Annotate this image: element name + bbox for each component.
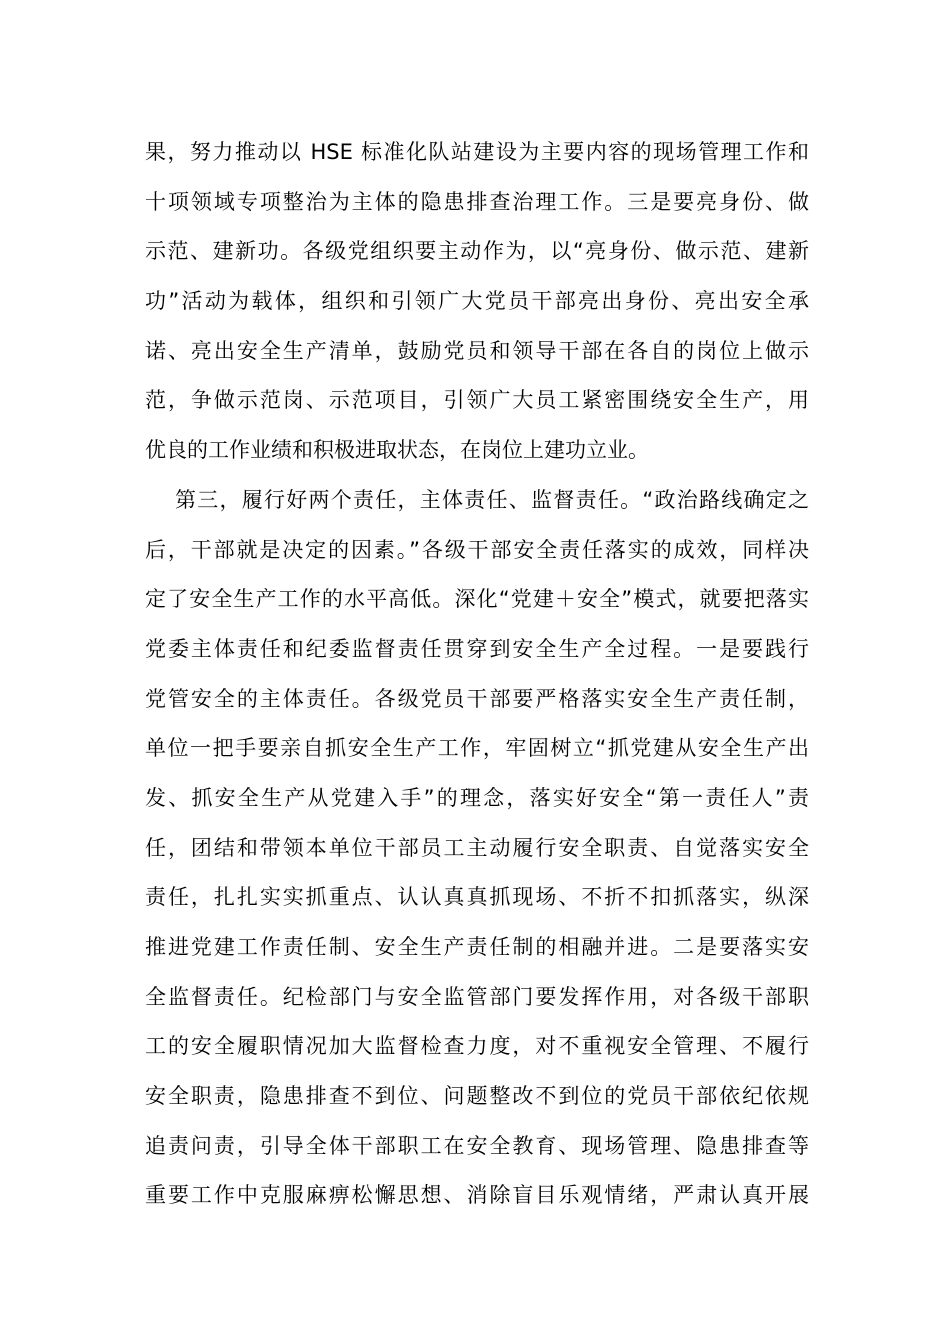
text-line: 党管安全的主体责任。各级党员干部要严格落实安全生产责任制， bbox=[145, 686, 809, 711]
text-line: 发、抓安全生产从党建入手”的理念，落实好安全“第一责任人”责 bbox=[145, 785, 809, 810]
text-line: 推进党建工作责任制、安全生产责任制的相融并进。二是要落实安 bbox=[145, 935, 809, 959]
text-line: 安全职责，隐患排查不到位、问题整改不到位的党员干部依纪依规 bbox=[145, 1084, 809, 1109]
text-line: 优良的工作业绩和积极进取状态，在岗位上建功立业。 bbox=[145, 438, 649, 463]
text-line: 追责问责，引导全体干部职工在安全教育、现场管理、隐患排查等 bbox=[145, 1133, 809, 1158]
text-line: 定了安全生产工作的水平高低。深化“党建＋安全”模式，就要把落实 bbox=[145, 587, 809, 612]
text-line: 后，干部就是决定的因素。”各级干部安全责任落实的成效，同样决 bbox=[145, 537, 809, 562]
text-line: 示范、建新功。各级党组织要主动作为，以“亮身份、做示范、建新 bbox=[145, 239, 809, 264]
text-line: 范，争做示范岗、示范项目，引领广大员工紧密围绕安全生产，用 bbox=[145, 388, 809, 413]
text-line: 责任，扎扎实实抓重点、认认真真抓现场、不折不扣抓落实，纵深 bbox=[145, 885, 809, 910]
body-text bbox=[145, 128, 809, 1221]
text-line: 单位一把手要亲自抓安全生产工作，牢固树立“抓党建从安全生产出 bbox=[145, 736, 809, 761]
text-line: 工的安全履职情况加大监督检查力度，对不重视安全管理、不履行 bbox=[145, 1034, 809, 1059]
text-line: 任，团结和带领本单位干部员工主动履行安全职责、自觉落实安全 bbox=[145, 835, 809, 860]
paragraph-first-line: 第三，履行好两个责任，主体责任、监督责任。“政治路线确定之 bbox=[175, 487, 809, 512]
text-line: 全监督责任。纪检部门与安全监管部门要发挥作用，对各级干部职 bbox=[145, 984, 809, 1009]
text-line: 十项领域专项整治为主体的隐患排查治理工作。三是要亮身份、做 bbox=[145, 189, 809, 214]
text-line: 果，努力推动以 HSE 标准化队站建设为主要内容的现场管理工作和 bbox=[145, 140, 809, 164]
text-line: 功”活动为载体，组织和引领广大党员干部亮出身份、亮出安全承 bbox=[145, 289, 809, 314]
text-line: 党委主体责任和纪委监督责任贯穿到安全生产全过程。一是要践行 bbox=[145, 636, 809, 661]
text-line: 诺、亮出安全生产清单，鼓励党员和领导干部在各自的岗位上做示 bbox=[145, 338, 809, 363]
text-line: 重要工作中克服麻痹松懈思想、消除盲目乐观情绪，严肃认真开展 bbox=[145, 1183, 809, 1208]
